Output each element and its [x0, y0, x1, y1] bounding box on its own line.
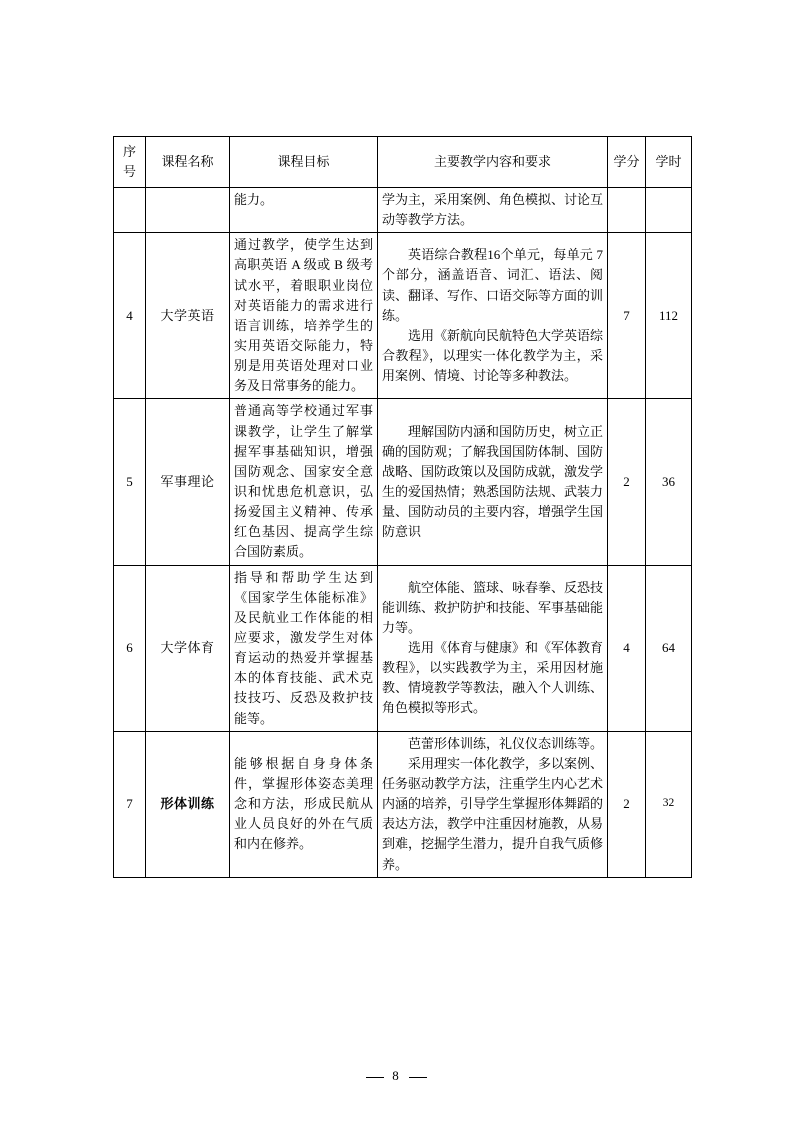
cell-course-content — [378, 399, 608, 565]
cell-hours: 112 — [646, 233, 692, 399]
cell-course-name: 形体训练 — [146, 731, 230, 877]
table-row — [114, 399, 692, 565]
table-header-row — [114, 137, 692, 188]
content-paragraph: 航空体能、篮球、咏春拳、反恐技能训练、救护防护和技能、军事基础能力等。 — [382, 579, 604, 635]
content-paragraph: 选用《体育与健康》和《军体教育教程》，以实践教学为主，采用因材施教、情境教学等教法，融入个人训练、角色模拟等形式。 — [382, 640, 604, 716]
cell-no: 4 — [114, 233, 146, 399]
content-paragraph: 选用《新航向民航特色大学英语综合教程》，以理实一体化教学为主，采用案例、情境、讨论等多种教法。 — [382, 327, 604, 384]
content-paragraph: 采用理实一体化教学，多以案例、任务驱动教学方法，注重学生内心艺术内涵的培养，引导学生掌握形体舞蹈的表达方法，教学中注重因材施教，从易到难，挖掘学生潜力，提升自我气质修养。 — [382, 755, 604, 872]
course-table-container — [113, 136, 691, 878]
header-cell-credit: 学分 — [608, 137, 646, 188]
cell-course-content — [378, 731, 608, 877]
cell-course-name — [146, 188, 230, 233]
cell-course-content — [378, 233, 608, 399]
cell-hours: 32 — [646, 731, 692, 877]
header-cell-name: 课程名称 — [146, 137, 230, 188]
cell-course-goal: 普通高等学校通过军事课教学，让学生了解掌握军事基础知识，增强国防观念、国家安全意识和忧患危机意识，弘扬爱国主义精神、传承红色基因、提高学生综合国防素质。 — [230, 399, 378, 565]
cell-no — [114, 188, 146, 233]
content-paragraph: 理解国防内涵和国防历史，树立正确的国防观；了解我国国防体制、国防战略、国防政策以及国防成就，激发学生的爱国热情；熟悉国防法规、武装力量、国防动员的主要内容，增强学生国防意识 — [382, 423, 604, 540]
table-row-continued — [114, 188, 692, 233]
header-cell-goal: 课程目标 — [230, 137, 378, 188]
cell-course-goal: 指导和帮助学生达到《国家学生体能标准》及民航业工作体能的相应要求，激发学生对体育运动的热爱并掌握基本的体育技能、武术克技技巧、反恐及救护技能等。 — [230, 565, 378, 731]
cell-hours — [646, 188, 692, 233]
header-cell-content: 主要教学内容和要求 — [378, 137, 608, 188]
cell-no: 7 — [114, 731, 146, 877]
cell-course-content — [378, 565, 608, 731]
course-table — [113, 136, 692, 878]
cell-no: 5 — [114, 399, 146, 565]
page-number: 8 — [392, 1068, 401, 1083]
cell-course-content: 学为主，采用案例、角色模拟、讨论互动等教学方法。 — [378, 188, 608, 233]
cell-course-name: 大学体育 — [146, 565, 230, 731]
cell-credit — [608, 188, 646, 233]
table-row — [114, 565, 692, 731]
cell-course-goal: 能力。 — [230, 188, 378, 233]
content-paragraph: 英语综合教程16个单元，每单元 7 个部分，涵盖语音、词汇、语法、阅读、翻译、写作、口语交际等方面的训练。 — [382, 247, 604, 323]
cell-credit: 7 — [608, 233, 646, 399]
footer-dash-right — [409, 1077, 427, 1078]
content-paragraph: 芭蕾形体训练，礼仪仪态训练等。 — [408, 735, 604, 751]
cell-no: 6 — [114, 565, 146, 731]
page-footer — [0, 1068, 793, 1084]
cell-credit: 2 — [608, 731, 646, 877]
cell-course-name: 军事理论 — [146, 399, 230, 565]
cell-course-goal: 通过教学，使学生达到高职英语 A 级或 B 级考试水平，着眼职业岗位对英语能力的需求进行语言训练，培养学生的实用英语交际能力，特别是用英语处理对口业务及日常事务的能力。 — [230, 233, 378, 399]
table-row — [114, 233, 692, 399]
cell-course-name: 大学英语 — [146, 233, 230, 399]
cell-hours: 64 — [646, 565, 692, 731]
header-cell-hours: 学时 — [646, 137, 692, 188]
header-cell-no: 序号 — [114, 137, 146, 188]
cell-credit: 4 — [608, 565, 646, 731]
cell-credit: 2 — [608, 399, 646, 565]
cell-hours: 36 — [646, 399, 692, 565]
footer-dash-left — [366, 1077, 384, 1078]
cell-course-goal: 能够根据自身身体条件，掌握形体姿态美理念和方法，形成民航从业人员良好的外在气质和内在修养。 — [230, 731, 378, 877]
table-row — [114, 731, 692, 877]
